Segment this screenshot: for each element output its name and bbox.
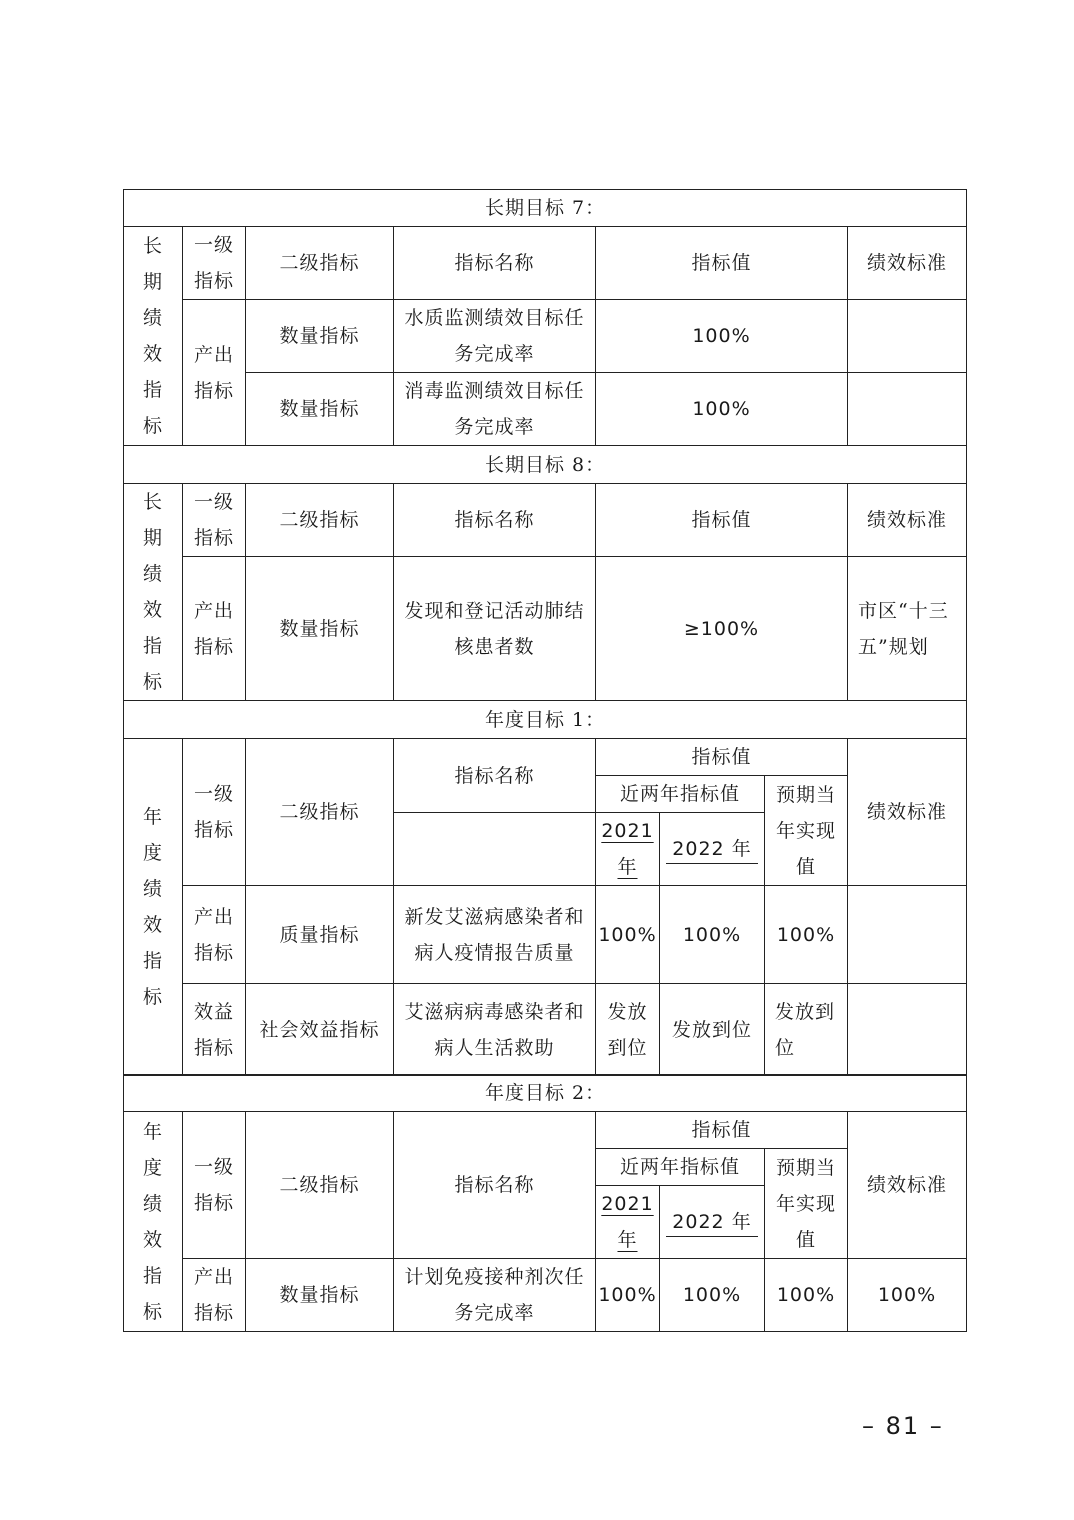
header-standard: 绩效标准 (848, 484, 967, 557)
annual-goal-2-table (123, 1074, 967, 1332)
level2-cell: 数量指标 (246, 300, 394, 373)
standard-cell: 市区“十三 五”规划 (848, 557, 967, 701)
level1-cell: 产出指标 (183, 886, 246, 984)
level2-cell: 质量指标 (246, 886, 394, 984)
header-standard: 绩效标准 (848, 739, 967, 886)
header-level2: 二级指标 (246, 484, 394, 557)
indicator-value-cell: 100% (596, 300, 848, 373)
value-2021-cell: 发放 到位 (596, 984, 660, 1076)
expected-value-cell: 发放到 位 (765, 984, 848, 1076)
expected-value-cell: 100% (765, 886, 848, 984)
header-year-2022: 2022 年 (660, 813, 765, 886)
header-level2: 二级指标 (246, 1112, 394, 1259)
header-standard: 绩效标准 (848, 227, 967, 300)
level2-cell: 数量指标 (246, 1259, 394, 1332)
header-indicator-name-blank (394, 813, 596, 886)
header-year-2021: 2021 年 (596, 1186, 660, 1259)
standard-cell (848, 984, 967, 1076)
value-2022-cell: 100% (660, 1259, 765, 1332)
long-term-goal-8-title: 长期目标 8： (124, 446, 967, 484)
indicator-name-cell: 发现和登记活动肺结 核患者数 (394, 557, 596, 701)
header-standard: 绩效标准 (848, 1112, 967, 1259)
header-indicator-name: 指标名称 (394, 739, 596, 813)
header-level2: 二级指标 (246, 739, 394, 886)
header-year-2021: 2021 年 (596, 813, 660, 886)
side-label-annual: 年 度 绩 效 指 标 (124, 1112, 183, 1332)
standard-cell (848, 373, 967, 446)
standard-cell (848, 886, 967, 984)
indicator-name-cell: 消毒监测绩效目标任 务完成率 (394, 373, 596, 446)
header-indicator-name: 指标名称 (394, 1112, 596, 1259)
header-recent-two-years: 近两年指标值 (596, 1149, 765, 1186)
indicator-name-cell: 艾滋病病毒感染者和 病人生活救助 (394, 984, 596, 1076)
indicator-name-cell: 计划免疫接种剂次任 务完成率 (394, 1259, 596, 1332)
header-year-2022: 2022 年 (660, 1186, 765, 1259)
annual-goal-1-table (123, 700, 967, 1076)
annual-goal-1-title: 年度目标 1： (124, 701, 967, 739)
standard-cell: 100% (848, 1259, 967, 1332)
side-label-long-term: 长 期 绩 效 指 标 (124, 227, 183, 446)
page-number: – 81 – (862, 1412, 944, 1440)
long-term-goal-7-title: 长期目标 7： (124, 190, 967, 227)
header-recent-two-years: 近两年指标值 (596, 776, 765, 813)
value-2022-cell: 100% (660, 886, 765, 984)
header-indicator-value: 指标值 (596, 484, 848, 557)
header-level1: 一级指标 (183, 484, 246, 557)
indicator-name-cell: 水质监测绩效目标任 务完成率 (394, 300, 596, 373)
header-level2: 二级指标 (246, 227, 394, 300)
side-label-long-term: 长 期 绩 效 指 标 (124, 484, 183, 701)
long-term-goal-7-table (123, 189, 967, 446)
value-2021-cell: 100% (596, 1259, 660, 1332)
header-indicator-value: 指标值 (596, 227, 848, 300)
value-2022-cell: 发放到位 (660, 984, 765, 1076)
level1-output: 产出指标 (183, 1259, 246, 1332)
header-indicator-value: 指标值 (596, 1112, 848, 1149)
indicator-name-cell: 新发艾滋病感染者和 病人疫情报告质量 (394, 886, 596, 984)
side-label-annual: 年 度 绩 效 指 标 (124, 739, 183, 1076)
level2-cell: 社会效益指标 (246, 984, 394, 1076)
header-indicator-value: 指标值 (596, 739, 848, 776)
level1-output: 产出指标 (183, 557, 246, 701)
header-expected: 预期当年实现值 (765, 1149, 848, 1259)
level1-cell: 效益指标 (183, 984, 246, 1076)
standard-cell (848, 300, 967, 373)
header-indicator-name: 指标名称 (394, 484, 596, 557)
annual-goal-2-title: 年度目标 2： (124, 1075, 967, 1112)
long-term-goal-8-table (123, 445, 967, 701)
indicator-value-cell: ≥100% (596, 557, 848, 701)
level2-cell: 数量指标 (246, 557, 394, 701)
header-indicator-name: 指标名称 (394, 227, 596, 300)
level1-output: 产出指标 (183, 300, 246, 446)
header-expected: 预期当年实现值 (765, 776, 848, 886)
header-level1: 一级指标 (183, 739, 246, 886)
expected-value-cell: 100% (765, 1259, 848, 1332)
value-2021-cell: 100% (596, 886, 660, 984)
header-level1: 一级指标 (183, 1112, 246, 1259)
level2-cell: 数量指标 (246, 373, 394, 446)
indicator-value-cell: 100% (596, 373, 848, 446)
header-level1: 一级指标 (183, 227, 246, 300)
